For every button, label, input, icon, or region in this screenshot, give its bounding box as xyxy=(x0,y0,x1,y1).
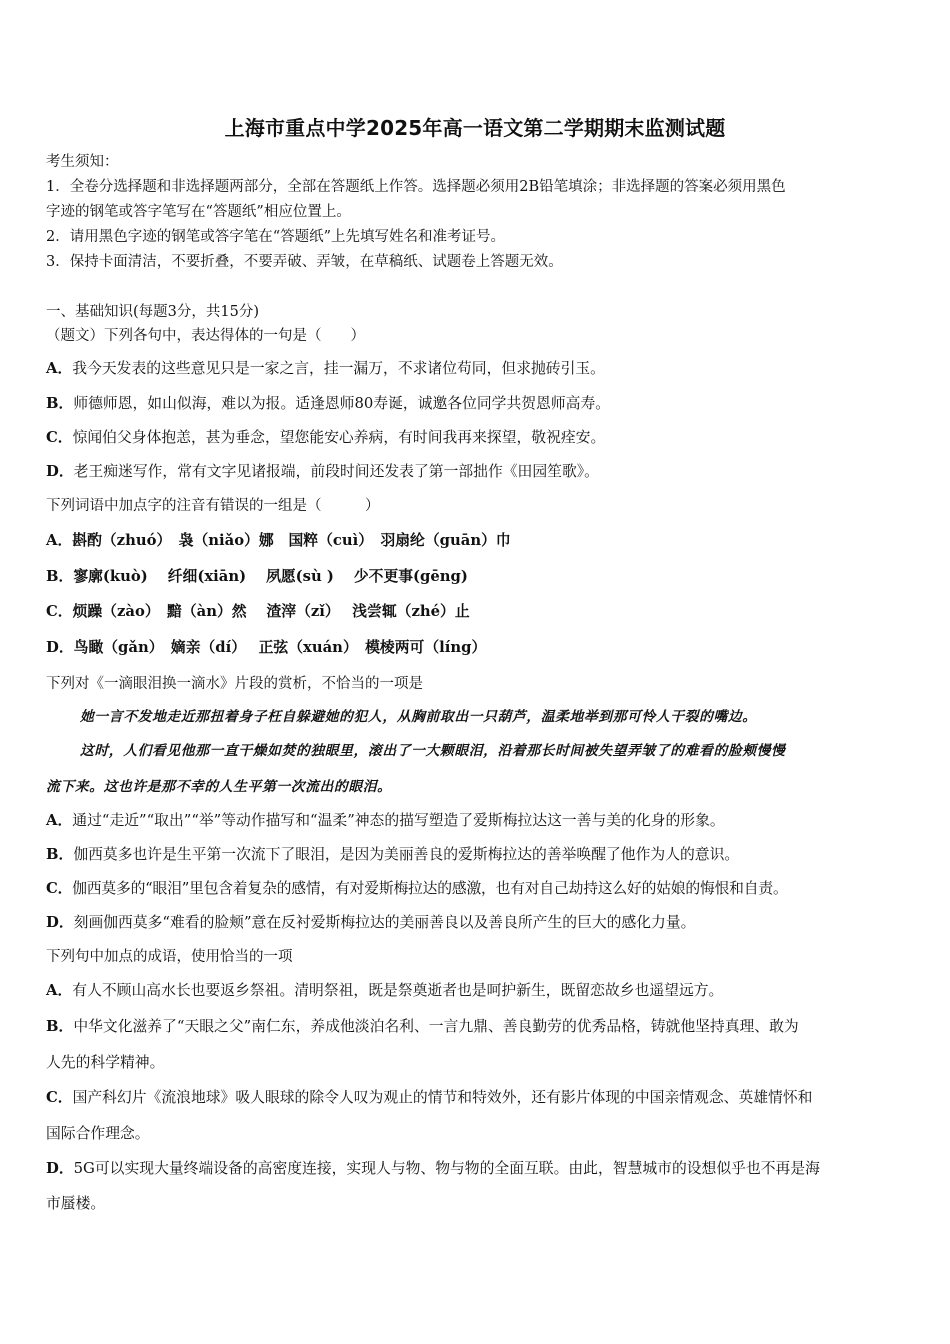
option-letter: D． xyxy=(46,463,74,480)
option-text: 5G可以实现大量终端设备的高密度连接，实现人与物、物与物的全面互联。由此，智慧城市的设想似乎也不再是海 xyxy=(73,1160,820,1177)
passage-line: 流下来。这也许是那不幸的人生平第一次流出的眼泪。 xyxy=(46,779,392,795)
option-text: 有人不顾山高水长也要返乡祭祖。清明祭祖，既是祭奠逝者也是呵护新生，既留恋故乡也遥望远方。 xyxy=(72,982,724,999)
option-letter: C． xyxy=(46,1089,73,1106)
option-c xyxy=(46,428,605,448)
notice-line: 1．全卷分选择题和非选择题两部分，全部在答题纸上作答。选择题必须用2B铅笔填涂；非选择题的答案必须用黑色 xyxy=(46,179,786,195)
option-letter: A． xyxy=(46,360,73,377)
option-letter: B． xyxy=(46,1018,74,1035)
passage-line: 她一言不发地走近那扭着身子枉自躲避她的犯人，从胸前取出一只葫芦，温柔地举到那可怜人干裂的嘴边。 xyxy=(80,709,757,725)
option-d xyxy=(46,462,599,482)
notice-line: 3．保持卡面清洁，不要折叠，不要弄破、弄皱，在草稿纸、试题卷上答题无效。 xyxy=(46,254,563,270)
notice-line: 字迹的钢笔或答字笔写在“答题纸”相应位置上。 xyxy=(46,204,351,220)
option-b xyxy=(46,394,610,414)
option-text: 刻画伽西莫多“难看的脸颊”意在反衬爱斯梅拉达的美丽善良以及善良所产生的巨大的感化力量。 xyxy=(73,914,696,931)
option-text: 鸟瞰（gǎn） 嫡亲（dí） 正弦（xuán） 模棱两可（líng） xyxy=(73,639,487,656)
option-text: 国产科幻片《流浪地球》吸人眼球的除令人叹为观止的情节和特效外，还有影片体现的中国亲情观念、英雄情怀和 xyxy=(72,1089,813,1106)
option-a xyxy=(46,811,725,831)
option-letter: C． xyxy=(46,429,73,446)
option-letter: D． xyxy=(46,1160,74,1177)
option-c xyxy=(46,602,470,622)
option-c xyxy=(46,1088,812,1108)
question-stem: 下列对《一滴眼泪换一滴水》片段的赏析，不恰当的一项是 xyxy=(46,676,423,692)
option-text: 伽西莫多也许是生平第一次流下了眼泪，是因为美丽善良的爱斯梅拉达的善举唤醒了他作为人的意识。 xyxy=(73,846,740,863)
option-letter: A． xyxy=(46,532,73,549)
option-a xyxy=(46,359,605,379)
option-text: 中华文化滋养了“天眼之父”南仁东，养成他淡泊名利、一言九鼎、善良勤劳的优秀品格，铸就他坚持真理、敢为 xyxy=(73,1018,799,1035)
option-letter: B． xyxy=(46,846,74,863)
option-text: 师德师恩，如山似海，难以为报。适逢恩师80寿诞，诚邀各位同学共贺恩师高寿。 xyxy=(73,395,611,412)
option-text: 伽西莫多的“眼泪”里包含着复杂的感情，有对爱斯梅拉达的感激，也有对自己劫持这么好的姑娘的悔恨和自责。 xyxy=(72,880,788,897)
option-text: 老王痴迷写作，常有文字见诸报端，前段时间还发表了第一部拙作《田园笙歌》。 xyxy=(73,463,599,480)
option-letter: B． xyxy=(46,395,74,412)
option-text: 烦躁（zào） 黯（àn）然 渣滓（zǐ） 浅尝辄（zhé）止 xyxy=(72,603,470,620)
option-text: 惊闻伯父身体抱恙，甚为垂念，望您能安心养病，有时间我再来探望，敬祝痊安。 xyxy=(72,429,606,446)
option-continuation: 市蜃楼。 xyxy=(46,1195,106,1212)
option-text: 寥廓(kuò) 纤细(xiān) 夙愿(sù ) 少不更事(gēng) xyxy=(73,568,468,585)
option-b xyxy=(46,1017,799,1037)
option-text: 通过“走近”“取出”“举”等动作描写和“温柔”神态的描写塑造了爱斯梅拉达这一善与美的化身的形象。 xyxy=(72,812,725,829)
question-stem: （题文）下列各句中，表达得体的一句是（ ） xyxy=(46,328,365,344)
question-stem: 下列词语中加点字的注音有错误的一组是（ ） xyxy=(46,498,380,514)
option-b xyxy=(46,567,468,587)
option-continuation: 国际合作理念。 xyxy=(46,1125,150,1142)
option-letter: C． xyxy=(46,603,73,620)
option-letter: A． xyxy=(46,982,73,999)
option-letter: D． xyxy=(46,914,74,931)
option-b xyxy=(46,845,739,865)
question-stem: 下列句中加点的成语，使用恰当的一项 xyxy=(46,949,293,965)
option-text: 斟酌（zhuó） 袅（niǎo）娜 国粹（cuì） 羽扇纶（guān）巾 xyxy=(72,532,511,549)
option-a xyxy=(46,981,723,1001)
exam-title: 上海市重点中学2025年高一语文第二学期期末监测试题 xyxy=(224,116,726,140)
option-d xyxy=(46,913,695,933)
section-heading: 一、基础知识(每题3分，共15分) xyxy=(46,304,259,320)
option-d xyxy=(46,638,486,658)
option-continuation: 人先的科学精神。 xyxy=(46,1054,165,1071)
option-c xyxy=(46,879,788,899)
option-d xyxy=(46,1159,820,1179)
notice-line: 2．请用黑色字迹的钢笔或答字笔在“答题纸”上先填写姓名和准考证号。 xyxy=(46,229,506,245)
option-letter: A． xyxy=(46,812,73,829)
notice-heading: 考生须知： xyxy=(46,154,119,170)
option-letter: B． xyxy=(46,568,74,585)
option-letter: D． xyxy=(46,639,74,656)
option-letter: C． xyxy=(46,880,73,897)
option-a xyxy=(46,531,511,551)
option-text: 我今天发表的这些意见只是一家之言，挂一漏万，不求诸位苟同，但求抛砖引玉。 xyxy=(72,360,605,377)
passage-line: 这时，人们看见他那一直干燥如焚的独眼里，滚出了一大颗眼泪，沿着那长时间被失望弄皱了的难看的脸颊慢慢 xyxy=(80,743,786,759)
